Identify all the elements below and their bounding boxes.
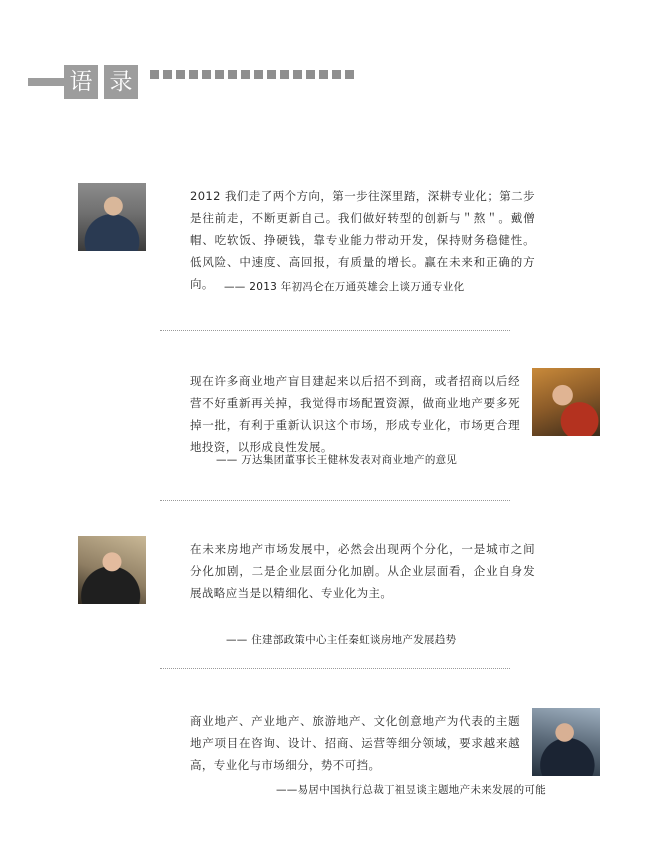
speaker-portrait-feng-lun [78,183,146,251]
decoration-square [332,70,341,79]
page-title [64,60,138,104]
quote-text: 在未来房地产市场发展中，必然会出现两个分化，一是城市之间分化加剧，二是企业层面分化加剧。从企业层面看，企业自身发展战略应当是以精细化、专业化为主。 [190,542,535,600]
quote-attribution: —— 万达集团董事长王健林发表对商业地产的意见 [216,454,458,466]
decoration-square [306,70,315,79]
section-divider [160,500,510,501]
decoration-square [267,70,276,79]
page-title-char-1: 语 [64,65,98,99]
page-title-char-2: 录 [104,65,138,99]
decoration-square [189,70,198,79]
section-divider [160,668,510,669]
decoration-square [319,70,328,79]
speaker-portrait-zu-jing [532,708,600,776]
decoration-square [215,70,224,79]
decoration-square [176,70,185,79]
speaker-portrait-wang-jianlin [532,368,600,436]
quote-text: 2012 我们走了两个方向，第一步往深里踏，深耕专业化；第二步是往前走，不断更新自己。我们做好转型的创新与＂熬＂。戴僧帽、吃软饭、挣硬钱，靠专业能力带动开发，保持财务稳健性。低风险、中速度、高回报，有质量的增长。赢在未来和正确的方向。 [190,189,535,291]
decoration-square [345,70,354,79]
quote-attribution: ——易居中国执行总裁丁祖昱谈主题地产未来发展的可能 [276,784,546,796]
quote-attribution: —— 住建部政策中心主任秦虹谈房地产发展趋势 [226,634,457,646]
quote-text: 现在许多商业地产盲目建起来以后招不到商，或者招商以后经营不好重新再关掉，我觉得市场配置资源，做商业地产要多死掉一批，有利于重新认识这个市场，形成专业化，市场更合理地投资，以形成良性发展。 [190,374,520,454]
decoration-square [254,70,263,79]
decoration-square [163,70,172,79]
section-divider [160,330,510,331]
decoration-square [202,70,211,79]
decoration-square [228,70,237,79]
speaker-portrait-qin-hong [78,536,146,604]
header-square-decoration [150,70,354,79]
decoration-square [241,70,250,79]
decoration-square [293,70,302,79]
quote-attribution: —— 2013 年初冯仑在万通英雄会上谈万通专业化 [224,281,465,293]
decoration-square [150,70,159,79]
decoration-square [280,70,289,79]
quote-text: 商业地产、产业地产、旅游地产、文化创意地产为代表的主题地产项目在咨询、设计、招商、运营等细分领域，要求越来越高，专业化与市场细分，势不可挡。 [190,714,520,772]
page-header [0,60,660,110]
